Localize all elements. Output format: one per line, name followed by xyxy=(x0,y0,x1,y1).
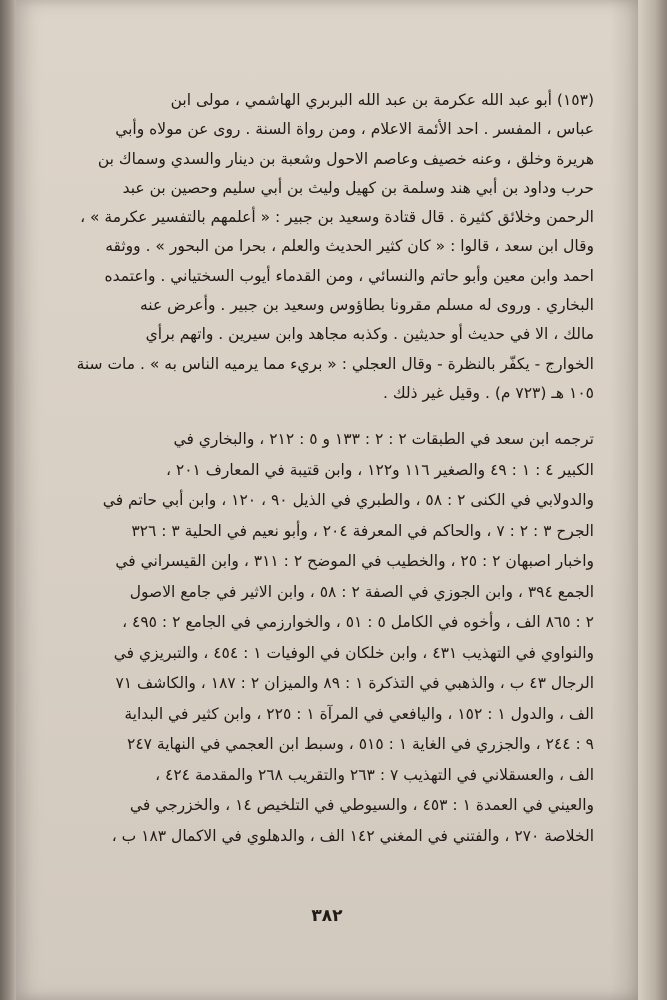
ref-line: الرجال ٤٣ ب ، والذهبي في التذكرة ١ : ٨٩ والميزان ٢ : ١٨٧ ، والكاشف ٧١ xyxy=(115,674,594,692)
bio-line: مالك ، الا في حديث أو حديثين . وكذبه مجاهد وابن سيرين . واتهم برأي xyxy=(145,325,594,344)
bio-line: هريرة وخلق ، وعنه خصيف وعاصم الاحول وشعبة بن دينار والسدي وسماك بن xyxy=(97,149,594,168)
page-number: ٣٨٢ xyxy=(311,906,343,926)
bio-line: وقال ابن سعد ، قالوا : « كان كثير الحديث والعلم ، بحرا من البحور » . ووثقه xyxy=(105,237,594,256)
bio-line: الرحمن وخلائق كثيرة . قال قتادة وسعيد بن جبير : « أعلمهم بالتفسير عكرمة » ، xyxy=(80,208,594,227)
ref-line: الجرح ٣ : ٢ : ٧ ، والحاكم في المعرفة ٢٠٤ ، وأبو نعيم في الحلية ٣ : ٣٢٦ xyxy=(131,521,594,540)
ref-line: الكبير ٤ : ١ : ٤٩ والصغير ١١٦ و١٢٢ ، وابن قتيبة في المعارف ٢٠١ ، xyxy=(165,460,594,479)
bio-line: الخوارج - يكفّر بالنظرة - وقال العجلي : « بريء مما يرميه الناس به » . مات سنة xyxy=(76,354,594,373)
ref-line: الف ، والدول ١ : ١٥٢ ، واليافعي في المرآة ١ : ٢٢٥ ، وابن كثير في البداية xyxy=(124,704,594,723)
bio-line: احمد وابن معين وأبو حاتم والنسائي ، ومن القدماء أيوب السختياني . واعتمده xyxy=(104,266,594,285)
ref-line: والعيني في العمدة ١ : ٤٥٣ ، والسيوطي في التلخيص ١٤ ، والخزرجي في xyxy=(129,796,594,814)
references-paragraph xyxy=(42,424,594,851)
ref-line: الجمع ٣٩٤ ، وابن الجوزي في الصفة ٢ : ٥٨ ، وابن الاثير في جامع الاصول xyxy=(129,582,594,601)
ref-line: والدولابي في الكنى ٢ : ٥٨ ، والطبري في الذيل ٩٠ ، ١٢٠ ، وابن أبي حاتم في xyxy=(102,491,594,509)
bio-line: عباس ، المفسر . احد الأئمة الاعلام ، ومن رواة السنة . روى عن مولاه وأبي xyxy=(115,120,594,139)
bio-line: ١٠٥ هـ (٧٢٣ م) . وقيل غير ذلك . xyxy=(383,383,594,402)
bio-line: البخاري . وروى له مسلم مقرونا بطاؤوس وسعيد بن جبير . وأعرض عنه xyxy=(139,296,594,315)
ref-line: ٩ : ٢٤٤ ، والجزري في الغاية ١ : ٥١٥ ، وسبط ابن العجمي في النهاية ٢٤٧ xyxy=(127,735,594,753)
bio-line: (١٥٣) أبو عبد الله عكرمة بن عبد الله البربري الهاشمي ، مولى ابن xyxy=(170,91,594,109)
book-page xyxy=(16,0,638,1000)
ref-line: الخلاصة ٢٧٠ ، والفتني في المغني ١٤٢ الف ، والدهلوي في الاكمال ١٨٣ ب ، xyxy=(111,826,594,845)
ref-line: الف ، والعسقلاني في التهذيب ٧ : ٢٦٣ والتقريب ٢٦٨ والمقدمة ٤٢٤ ، xyxy=(155,765,594,784)
page-fold-shadow xyxy=(610,0,638,1000)
ref-line: والنواوي في التهذيب ٤٣١ ، وابن خلكان في الوفيات ١ : ٤٥٤ ، والتبريزي في xyxy=(113,643,594,662)
ref-line: ترجمه ابن سعد في الطبقات ٢ : ٢ : ١٣٣ و ٥ : ٢١٢ ، والبخاري في xyxy=(173,430,594,448)
bio-line: حرب وداود بن أبي هند وسلمة بن كهيل وليث بن أبي سليم وحصين بن عبد xyxy=(122,178,594,197)
biography-paragraph xyxy=(42,86,594,408)
ref-line: ٢ : ٨٦٥ الف ، وأخوه في الكامل ٥ : ٥١ ، والخوارزمي في الجامع ٢ : ٤٩٥ ، xyxy=(122,613,594,631)
ref-line: واخبار اصبهان ٢ : ٢٥ ، والخطيب في الموضح ٢ : ٣١١ ، وابن القيسراني في xyxy=(115,552,594,570)
